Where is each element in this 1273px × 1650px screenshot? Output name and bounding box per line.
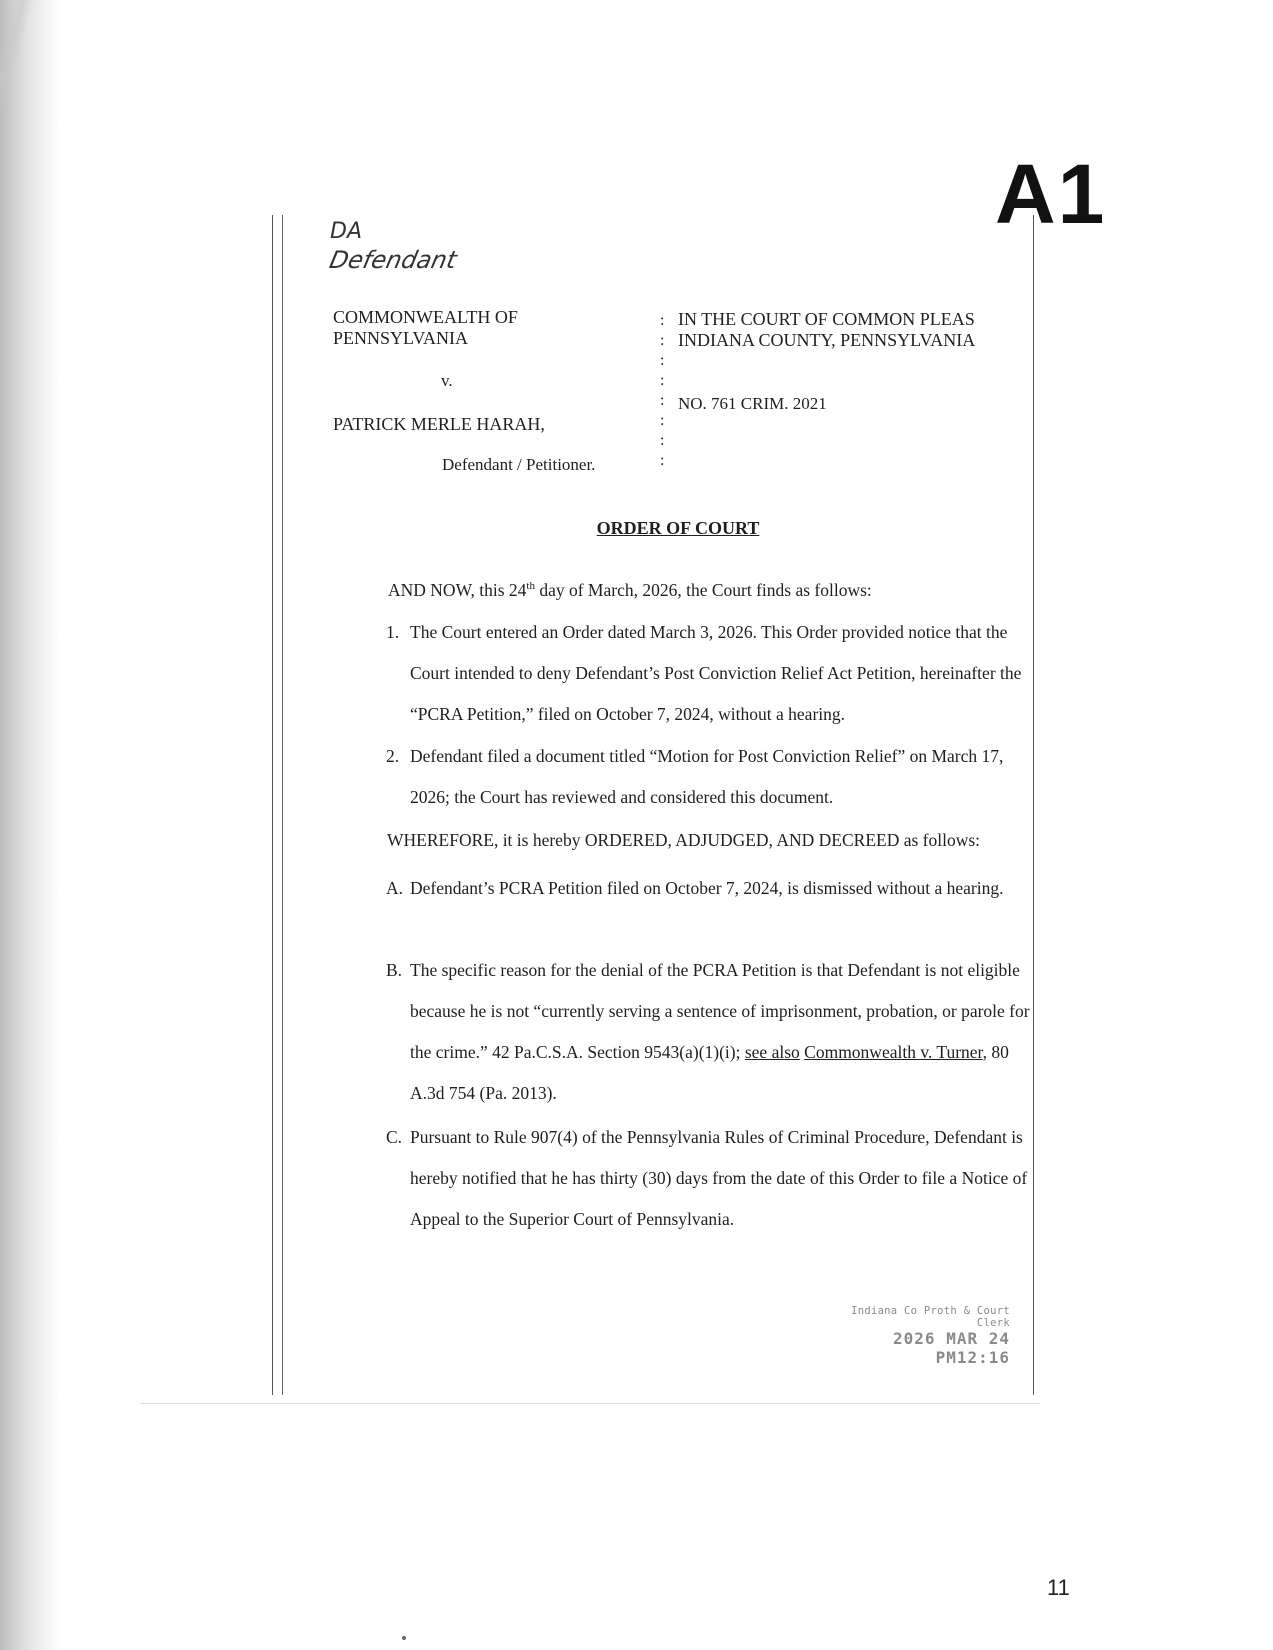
scan-speck (402, 1636, 406, 1640)
intro-before: AND NOW, this 24 (388, 580, 527, 600)
caption-party (333, 307, 518, 349)
intro-after: day of March, 2026, the Court finds as follows: (534, 580, 872, 600)
clerk-time-stamp (838, 1305, 1010, 1367)
order-a-text: Defendant’s PCRA Petition filed on October 7, 2024, is dismissed without a hearing. (410, 878, 1004, 898)
stamp-office: Indiana Co Proth & Court Clerk (851, 1305, 1010, 1329)
exhibit-label: A1 (995, 147, 1107, 241)
caption-versus: v. (441, 371, 453, 390)
case-citation-name: Commonwealth v. Turner (804, 1042, 983, 1062)
caption-court (678, 309, 975, 351)
caption-defendant-name: PATRICK MERLE HARAH, (333, 414, 545, 434)
finding-1-text: The Court entered an Order dated March 3, 2026. This Order provided notice that the Court intended to deny Defendant’s Post Conviction Relief Act Petition, hereinafter the “PCRA Petition,” filed on October 7, 2024, without a hearing. (410, 622, 1022, 724)
caption-court-line-1: IN THE COURT OF COMMON PLEAS (678, 309, 975, 329)
caption-party-line-1: COMMONWEALTH OF (333, 307, 518, 327)
margin-rule-left-inner (282, 215, 283, 1395)
order-a-label: A. (386, 878, 404, 898)
see-also: see also (744, 1042, 800, 1062)
handwritten-note (327, 218, 460, 276)
margin-rule-left (272, 215, 273, 1395)
document-title: ORDER OF COURT (596, 518, 760, 538)
order-b-label: B. (386, 960, 403, 980)
intro-paragraph (388, 580, 872, 601)
order-b-text: The specific reason for the denial of the PCRA Petition is that Defendant is not eligible because he is not “currently serving a sentence of imprisonment, probation, or parole for the crime.” 42 Pa.C.S.A. Section 9543(a)(1)(i); (410, 960, 1030, 1062)
caption-defendant-role: Defendant / Petitioner. (442, 455, 596, 474)
stamp-datetime: 2026 MAR 24 PM12:16 (893, 1329, 1010, 1367)
page-edge-line (140, 1403, 1040, 1404)
finding-1-label: 1. (386, 622, 400, 642)
scan-shadow (0, 0, 60, 1650)
caption-colon-column: : : : : : : : : (660, 312, 665, 469)
wherefore-clause: WHEREFORE, it is hereby ORDERED, ADJUDGED, AND DECREED as follows: (387, 830, 981, 850)
finding-2-text: Defendant filed a document titled “Motion for Post Conviction Relief” on March 17, 2026; the Court has reviewed and considered this document. (410, 746, 1004, 807)
case-number: NO. 761 CRIM. 2021 (678, 394, 827, 413)
page-number: 11 (1047, 1575, 1070, 1600)
order-b-body (410, 950, 1030, 1114)
caption-court-line-2: INDIANA COUNTY, PENNSYLVANIA (678, 330, 976, 350)
case-citation: , 80 A.3d 754 (Pa. 2013). (410, 1042, 1009, 1103)
handwritten-line-1: DA (330, 219, 362, 244)
order-c-label: C. (386, 1127, 403, 1147)
intro-sup: th (526, 580, 535, 593)
margin-rule-right (1033, 215, 1034, 1395)
order-c-text: Pursuant to Rule 907(4) of the Pennsylvania Rules of Criminal Procedure, Defendant is hereby notified that he has thirty (30) days from the date of this Order to file a Notice of Appeal to the Superior Court of Pennsylvania. (410, 1127, 1028, 1229)
finding-2-label: 2. (386, 746, 400, 766)
handwritten-line-2: Defendant (327, 246, 460, 274)
caption-party-line-2: PENNSYLVANIA (333, 328, 469, 348)
